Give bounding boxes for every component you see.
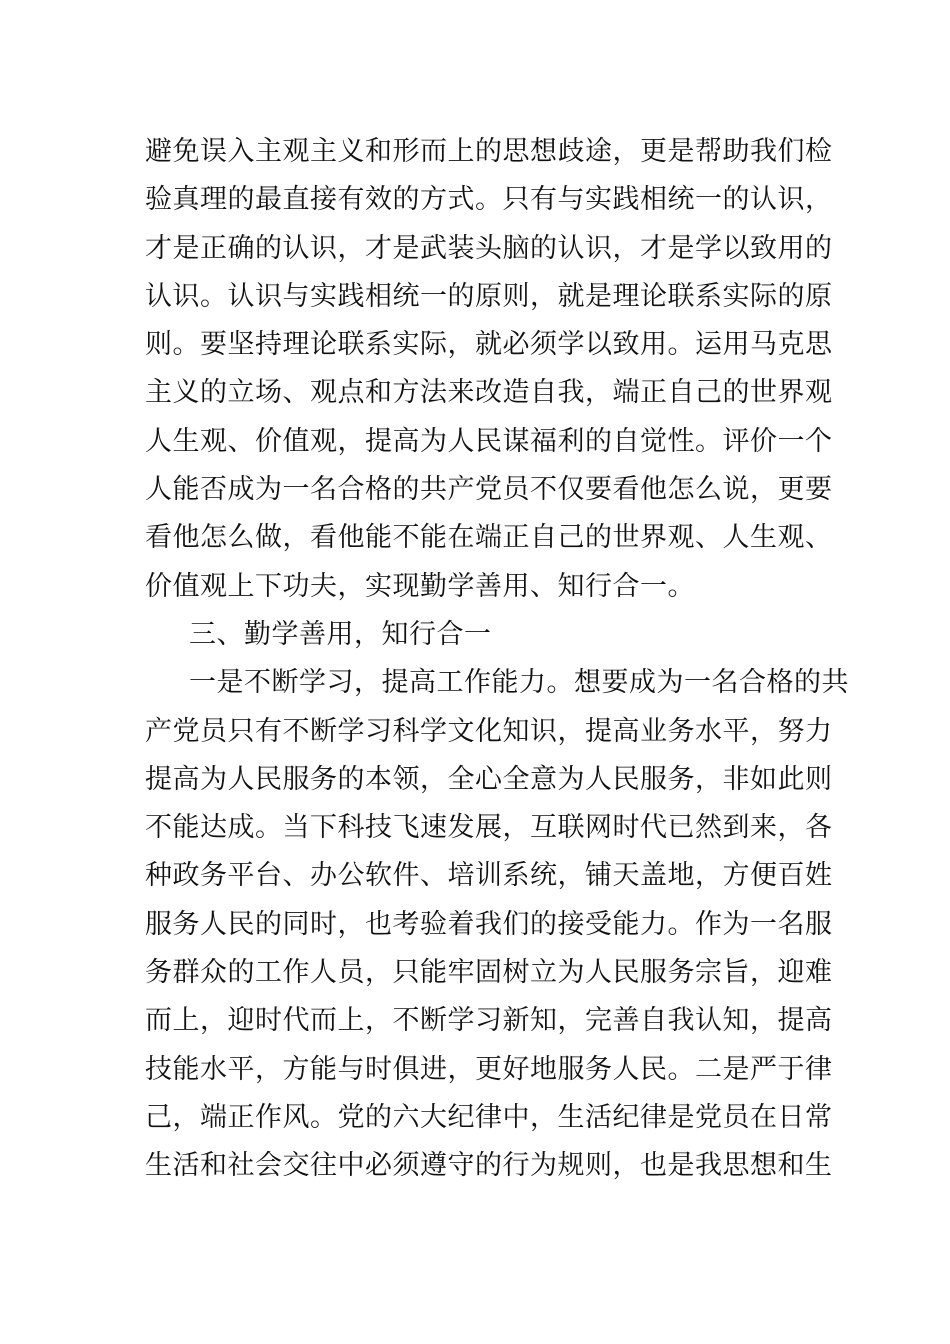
text-line: 看他怎么做，看他能不能在端正自己的世界观、人生观、 [145, 522, 833, 554]
text-line: 务群众的工作人员，只能牢固树立为人民服务宗旨，迎难 [145, 957, 833, 989]
text-line: 人生观、价值观，提高为人民谋福利的自觉性。评价一个 [145, 425, 833, 457]
text-line: 主义的立场、观点和方法来改造自我，端正自己的世界观 [145, 377, 833, 409]
text-line: 不能达成。当下科技飞速发展，互联网时代已然到来，各 [145, 812, 833, 844]
text-line: 价值观上下功夫，实现勤学善用、知行合一。 [145, 570, 695, 602]
text-line: 人能否成为一名合格的共产党员不仅要看他怎么说，更要 [145, 474, 833, 506]
text-line: 提高为人民服务的本领，全心全意为人民服务，非如此则 [145, 763, 833, 795]
text-line: 而上，迎时代而上，不断学习新知，完善自我认知，提高 [145, 1005, 833, 1037]
text-line: 验真理的最直接有效的方式。只有与实践相统一的认识， [145, 184, 833, 216]
text-line: 生活和社会交往中必须遵守的行为规则，也是我思想和生 [145, 1150, 833, 1182]
text-line: 技能水平，方能与时俱进，更好地服务人民。二是严于律 [145, 1053, 833, 1085]
body-text [145, 128, 849, 1191]
text-line: 则。要坚持理论联系实际，就必须学以致用。运用马克思 [145, 329, 833, 361]
text-line: 己，端正作风。党的六大纪律中，生活纪律是党员在日常 [145, 1101, 833, 1133]
text-line: 产党员只有不断学习科学文化知识，提高业务水平，努力 [145, 715, 833, 747]
text-line: 认识。认识与实践相统一的原则，就是理论联系实际的原 [145, 280, 833, 312]
text-line: 才是正确的认识，才是武装头脑的认识，才是学以致用的 [145, 232, 833, 264]
section-heading: 三、勤学善用，知行合一 [189, 618, 492, 650]
paragraph-start-line: 一是不断学习，提高工作能力。想要成为一名合格的共 [189, 667, 849, 699]
text-line: 服务人民的同时，也考验着我们的接受能力。作为一名服 [145, 908, 833, 940]
text-line: 避免误入主观主义和形而上的思想歧途，更是帮助我们检 [145, 136, 833, 167]
text-line: 种政务平台、办公软件、培训系统，铺天盖地，方便百姓 [145, 860, 833, 892]
